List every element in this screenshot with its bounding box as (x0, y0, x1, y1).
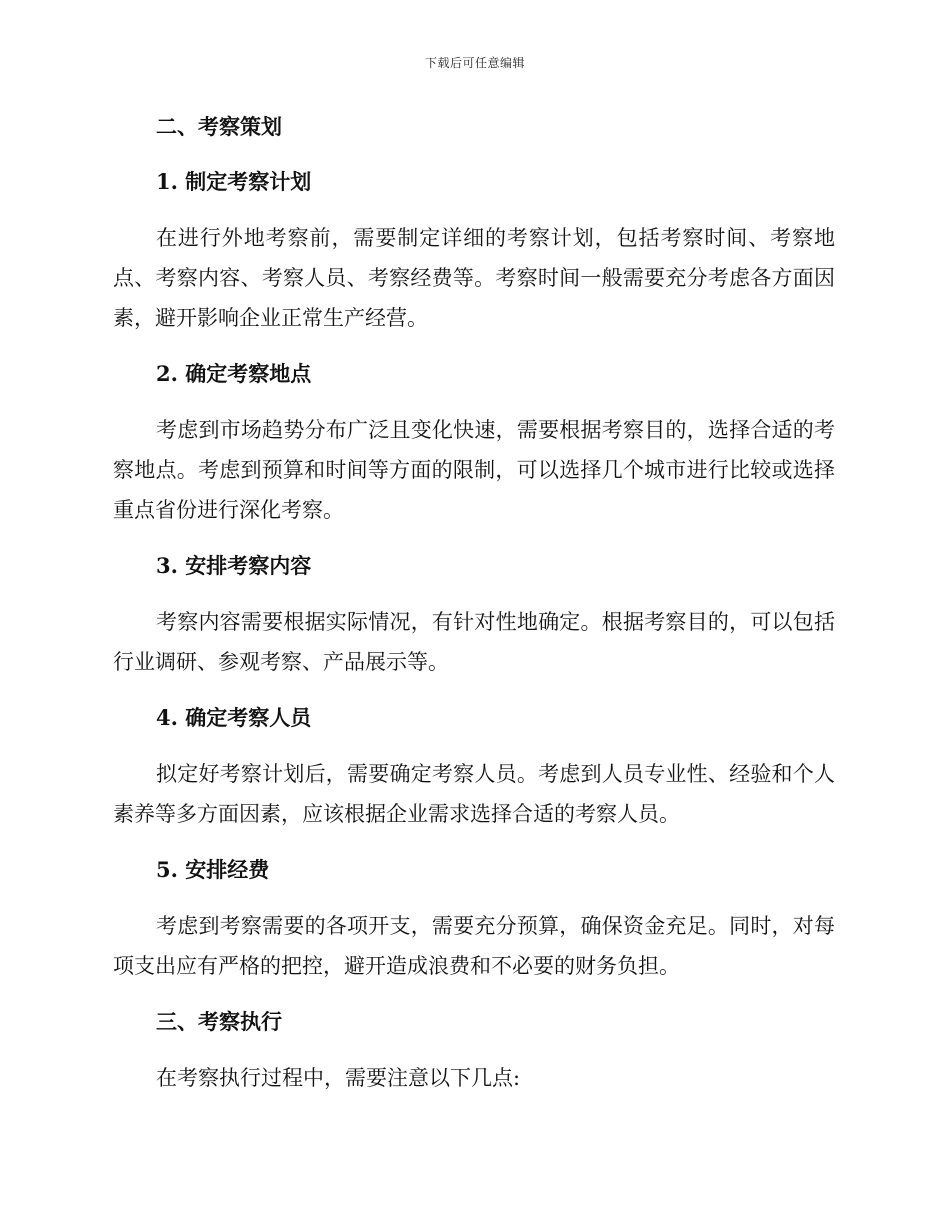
paragraph-arrange-content: 考察内容需要根据实际情况，有针对性地确定。根据考察目的，可以包括行业调研、参观考察、产品展示等。 (113, 610, 835, 674)
section-heading-execution: 三、考察执行 (156, 1009, 282, 1034)
subheading-determine-personnel: 4. 确定考察人员 (156, 705, 312, 730)
subheading-arrange-budget: 5. 安排经费 (156, 857, 270, 882)
paragraph-arrange-budget: 考虑到考察需要的各项开支，需要充分预算，确保资金充足。同时，对每项支出应有严格的把控，避开造成浪费和不必要的财务负担。 (113, 914, 835, 978)
subheading-arrange-content: 3. 安排考察内容 (156, 553, 312, 578)
subheading-determine-location: 2. 确定考察地点 (156, 361, 312, 386)
paragraph-make-plan: 在进行外地考察前，需要制定详细的考察计划，包括考察时间、考察地点、考察内容、考察人员、考察经费等。考察时间一般需要充分考虑各方面因素，避开影响企业正常生产经营。 (113, 226, 835, 330)
paragraph-determine-personnel: 拟定好考察计划后，需要确定考察人员。考虑到人员专业性、经验和个人素养等多方面因素，应该根据企业需求选择合适的考察人员。 (113, 762, 835, 826)
subheading-make-plan: 1. 制定考察计划 (156, 169, 312, 194)
section-heading-planning: 二、考察策划 (156, 114, 282, 139)
running-header: 下载后可任意编辑 (424, 56, 525, 70)
document-body (113, 108, 835, 1115)
paragraph-determine-location: 考虑到市场趋势分布广泛且变化快速，需要根据考察目的，选择合适的考察地点。考虑到预算和时间等方面的限制，可以选择几个城市进行比较或选择重点省份进行深化考察。 (113, 418, 835, 522)
paragraph-execution: 在考察执行过程中，需要注意以下几点: (156, 1066, 521, 1090)
